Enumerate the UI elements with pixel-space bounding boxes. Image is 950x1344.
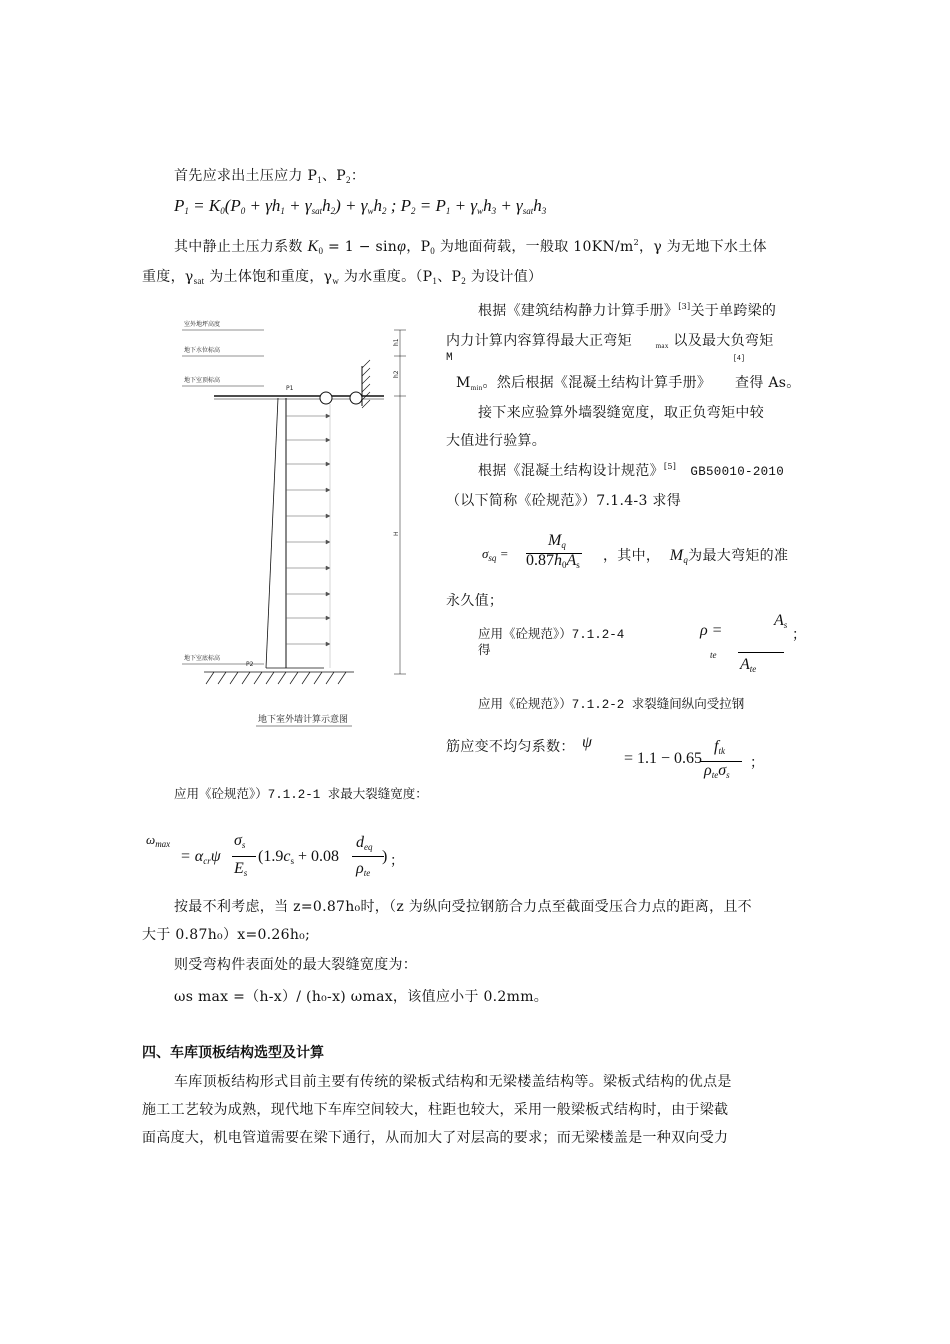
diagram-caption: 地下室外墙计算示意图 <box>258 715 349 725</box>
formula-earth-pressure: $P_1 = K_0(P_0 + \gamma h_1 + \gamma_{sat}h_2) + \gamma_wh_2$ ; $P_2 = P_1 + \gamma_wh_3 + \gamma_{sat}h_3$ <box>174 196 547 216</box>
label-p2: P2 <box>246 661 254 668</box>
right-para-8: ，其中， $M_q$为最大弯矩的准 <box>603 547 789 565</box>
formula-psi: ψ = 1.1 − 0.65 $f_{tk}$ $\rho_{te}\sigma_s$ ； <box>582 734 765 780</box>
formula-rho-te: ρ = te $A_s$ $A_{te}$ ； <box>700 612 807 674</box>
right-para-9: 永久值； <box>446 593 504 609</box>
k0-line: 其中静止土压力系数 $K_0 = 1 - \sin\varphi$，$P_0$ 为地面荷载，一般取 $10KN/m^2$，γ 为无地下水土体 <box>174 238 767 256</box>
body-para-3: 面高度大，机电管道需要在梁下通行，从而加大了对层高的要求；而无梁楼盖是一种双向受力 <box>142 1130 729 1146</box>
right-para-11: 应用《砼规范》）7.1.2-2 求裂缝间纵向受拉钢 <box>478 698 745 712</box>
z-line-2: 大于 0.87h₀）x=0.26h₀; <box>142 927 311 943</box>
right-para-3: $M_{min}$。然后根据《混凝土结构计算手册》 查得 As。 <box>456 375 801 392</box>
label-p1: P1 <box>286 385 294 392</box>
label-floor: 地下室底标高 <box>184 655 221 662</box>
dim-h1: h1 <box>393 338 400 346</box>
surface-line: 则受弯构件表面处的最大裂缝宽度为： <box>174 957 418 973</box>
label-water: 地下水位标高 <box>184 347 221 354</box>
hinge-right <box>350 392 362 404</box>
roof-level <box>182 376 264 386</box>
wall-diagram <box>174 306 444 736</box>
gamma-line: 重度，$\gamma_{sat}$ 为土体饱和重度，$\gamma_w$ 为水重度。（$P_1$、$P_2$ 为设计值） <box>142 269 543 286</box>
label-ground: 室外地坪高度 <box>184 321 221 328</box>
ground-level <box>182 320 264 330</box>
right-para-10b: 得 <box>478 644 491 658</box>
body-para-2: 施工工艺较为成熟，现代地下车库空间较大，柱距也较大，采用一般梁板式结构时，由于梁截 <box>142 1102 729 1118</box>
load-envelope <box>266 398 278 668</box>
formula-w-max: $\omega_{max}$ = $\alpha_{cr}\psi$ $\sigma_s$ $E_s$ ($1.9c_s + 0.08$ $d_{eq}$ $\rho_{te}$ ) ； <box>146 832 405 878</box>
ground-hatch <box>204 672 354 684</box>
body-para-1: 车库顶板结构形式目前主要有传统的梁板式结构和无梁楼盖结构等。梁板式结构的优点是 <box>174 1074 732 1090</box>
label-roof: 地下室顶标高 <box>184 377 221 384</box>
right-para-10a: 应用《砼规范》）7.1.2-4 <box>478 628 625 642</box>
intro-line: 首先应求出土压应力 $P_1$、$P_2$： <box>174 168 366 185</box>
dim-h2: h2 <box>393 370 400 378</box>
ws-max-line: ωs max =（h-x）/ (h₀-x) ωmax，该值应小于 0.2mm。 <box>174 989 549 1005</box>
hinge-left <box>320 392 332 404</box>
right-para-12: 筋应变不均匀系数： <box>446 739 575 755</box>
max-crack-line: 应用《砼规范》）7.1.2-1 求最大裂缝宽度： <box>174 788 428 802</box>
formula-sigma-sq: $\sigma_{sq}$ = $M_q$ $0.87h_0A_s$ <box>482 532 612 580</box>
right-para-5: 大值进行验算。 <box>446 433 547 449</box>
right-para-2: 内力计算内容算得最大正弯矩 $_{max}$ 以及最大负弯矩 <box>446 333 774 350</box>
right-para-4: 接下来应验算外墙裂缝宽度，取正负弯矩中较 <box>478 405 764 421</box>
right-para-6: 根据《混凝土结构设计规范》[5] GB50010-2010 <box>478 462 785 479</box>
z-line-1: 按最不利考虑，当 z=0.87h₀时，（z 为纵向受拉钢筋合力点至截面受压合力点的距离，且不 <box>174 899 752 915</box>
right-para-2b: M [4] <box>446 352 746 364</box>
dim-H: H <box>393 531 400 536</box>
section-heading: 四、车库顶板结构选型及计算 <box>142 1045 324 1061</box>
right-para-7: （以下简称《砼规范》）7.1.4-3 求得 <box>446 493 682 509</box>
water-level <box>182 346 264 356</box>
right-para-1: 根据《建筑结构静力计算手册》[3]关于单跨梁的 <box>478 302 777 319</box>
load-arrows <box>286 414 330 646</box>
